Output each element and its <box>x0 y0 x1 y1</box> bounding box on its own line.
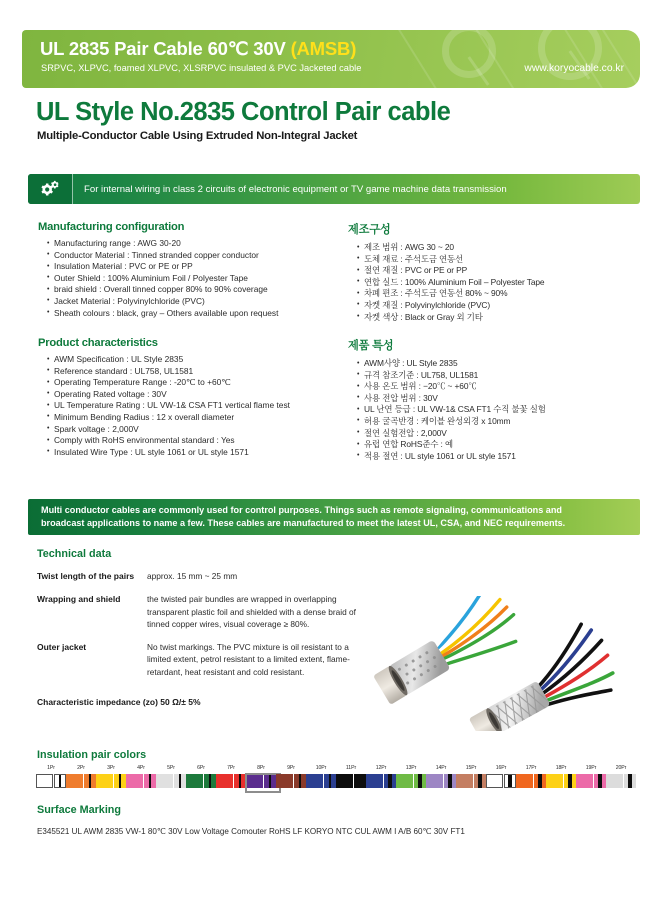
swatch-solid <box>66 774 83 788</box>
list-item: • Operating Temperature Range : -20℃ to +60℃ <box>47 377 343 389</box>
pair-label: 4Pr <box>137 765 145 771</box>
swatch-stripe <box>390 774 392 788</box>
characteristics-section <box>38 337 343 458</box>
swatch-solid <box>126 774 143 788</box>
swatch-solid <box>156 774 173 788</box>
pair-color-12pr <box>366 765 396 793</box>
swatch-stripe <box>450 774 452 788</box>
swatch-stripe <box>299 774 301 788</box>
application-text: For internal wiring in class 2 circuits of electronic equipment or TV game machine data transmission <box>84 183 507 195</box>
pair-color-18pr <box>546 765 576 793</box>
pair-color-11pr <box>336 765 366 793</box>
page-header-band <box>22 30 640 88</box>
swatch-solid <box>306 774 323 788</box>
pair-label: 15Pr <box>465 765 477 771</box>
swatch-stripe <box>119 774 121 788</box>
manufacturing-section <box>38 221 338 319</box>
swatch-solid <box>336 774 353 788</box>
list-item: • 차폐 편조 : 주석도금 연동선 80% ~ 90% <box>357 288 648 300</box>
swatch-solid <box>36 774 53 788</box>
swatch-striped <box>264 774 276 788</box>
swatch-solid <box>396 774 413 788</box>
swatch-solid <box>576 774 593 788</box>
pair-label: 13Pr <box>405 765 417 771</box>
list-item: • Outer Shield : 100% Aluminium Foil / Polyester Tape <box>47 273 338 285</box>
pair-label: 8Pr <box>257 765 265 771</box>
row-value: the twisted pair bundles are wrapped in overlapping transparent plastic foil and shielded with a dense braid of tinned copper wires, visual coverage ≥ 80%. <box>147 594 356 629</box>
swatch-striped <box>324 774 336 788</box>
row-label: Wrapping and shield <box>37 594 121 605</box>
pair-label: 5Pr <box>167 765 175 771</box>
swatch-striped <box>174 774 186 788</box>
swatch-stripe <box>600 774 602 788</box>
list-item: • 허용 굴곡반경 : 케이블 완성외경 x 10mm <box>357 416 648 428</box>
list-item: • Minimum Bending Radius : 12 x overall diameter <box>47 412 343 424</box>
swatch-striped <box>84 774 96 788</box>
swatch-stripe <box>570 774 572 788</box>
pair-label: 3Pr <box>107 765 115 771</box>
pair-label: 12Pr <box>375 765 387 771</box>
pair-color-1pr <box>36 765 66 793</box>
table-row <box>37 593 367 630</box>
swatch-solid <box>546 774 563 788</box>
table-row <box>37 570 367 582</box>
description-line-1: Multi conductor cables are commonly used for control purposes. Things such as remote signaling, communications and <box>41 505 562 515</box>
swatch-stripe <box>359 774 361 788</box>
swatch-solid <box>186 774 203 788</box>
pair-color-8pr <box>246 765 276 793</box>
list-item: • Sheath colours : black, gray – Others available upon request <box>47 308 338 320</box>
swatch-solid <box>606 774 623 788</box>
pair-label: 6Pr <box>197 765 205 771</box>
swatch-stripe <box>89 774 91 788</box>
header-title <box>40 38 356 60</box>
list-item: • AWM Specification : UL Style 2835 <box>47 354 343 366</box>
swatch-striped <box>144 774 156 788</box>
swatch-stripe <box>59 775 61 787</box>
technical-data-heading: Technical data <box>37 548 112 560</box>
application-banner <box>28 174 640 204</box>
swatch-striped <box>624 774 636 788</box>
pair-color-15pr <box>456 765 486 793</box>
manufacturing-heading: Manufacturing configuration <box>38 221 185 233</box>
swatch-solid <box>456 774 473 788</box>
list-item: • Comply with RoHS environmental standard : Yes <box>47 435 343 447</box>
insulation-pair-colors-row <box>36 765 636 793</box>
characteristics-list <box>38 354 343 458</box>
insulation-colors-heading: Insulation pair colors <box>37 749 147 761</box>
swatch-striped <box>354 774 366 788</box>
swatch-striped <box>594 774 606 788</box>
pair-label: 20Pr <box>615 765 627 771</box>
swatch-stripe <box>540 774 542 788</box>
pair-swatches <box>246 774 276 788</box>
swatch-stripe <box>510 775 512 787</box>
swatch-striped <box>534 774 546 788</box>
pair-swatches <box>456 774 486 788</box>
swatch-striped <box>384 774 396 788</box>
pair-color-2pr <box>66 765 96 793</box>
list-item: • braid shield : Overall tinned copper 80% to 90% coverage <box>47 284 338 296</box>
pair-color-3pr <box>96 765 126 793</box>
pair-color-13pr <box>396 765 426 793</box>
pair-color-7pr <box>216 765 246 793</box>
pair-label: 18Pr <box>555 765 567 771</box>
swatch-stripe <box>239 774 241 788</box>
row-label: Twist length of the pairs <box>37 571 135 581</box>
list-item: • Conductor Material : Tinned stranded copper conductor <box>47 250 338 262</box>
swatch-stripe <box>179 774 181 788</box>
pair-swatches <box>156 774 186 788</box>
list-item: • UL 난연 등급 : UL VW-1& CSA FT1 수직 불꽃 실험 <box>357 404 648 416</box>
swatch-striped <box>204 774 216 788</box>
pair-swatches <box>576 774 606 788</box>
pair-swatches <box>306 774 336 788</box>
pair-swatches <box>426 774 456 788</box>
list-item: • 규격 참조기준 : UL758, UL1581 <box>357 370 648 382</box>
swatch-stripe <box>630 774 632 788</box>
swatch-striped <box>444 774 456 788</box>
swatch-stripe <box>269 774 271 788</box>
swatch-solid <box>96 774 113 788</box>
pair-label: 7Pr <box>227 765 235 771</box>
list-item: • 절연 재질 : PVC or PE or PP <box>357 265 648 277</box>
pair-swatches <box>186 774 216 788</box>
pair-color-4pr <box>126 765 156 793</box>
list-item: • Insulated Wire Type : UL style 1061 or UL style 1571 <box>47 447 343 459</box>
pair-color-19pr <box>576 765 606 793</box>
swatch-solid <box>216 774 233 788</box>
list-item: • AWM사양 : UL Style 2835 <box>357 358 648 370</box>
pair-label: 10Pr <box>315 765 327 771</box>
list-item: • 자켓 색상 : Black or Gray 외 기타 <box>357 312 648 324</box>
list-item: • Insulation Material : PVC or PE or PP <box>47 261 338 273</box>
page-subtitle: Multiple-Conductor Cable Using Extruded Non-Integral Jacket <box>37 130 358 142</box>
pair-swatches <box>66 774 96 788</box>
swatch-stripe <box>329 774 331 788</box>
pair-color-9pr <box>276 765 306 793</box>
manufacturing-list-korean <box>348 242 648 323</box>
swatch-striped <box>474 774 486 788</box>
list-item: • 절연 실험전압 : 2,000V <box>357 428 648 440</box>
pair-swatches <box>276 774 306 788</box>
gears-icon <box>28 174 72 204</box>
row-value: No twist markings. The PVC mixture is oil resistant to a limited extent, petrol resistant to a limited extent, flame-retardant, heat resistant and cold resistant. <box>147 642 350 677</box>
manufacturing-section-korean <box>348 221 648 323</box>
list-item: • 연합 실드 : 100% Aluminium Foil – Polyester Tape <box>357 277 648 289</box>
characteristic-impedance: Characteristic impedance (zo) 50 Ω/± 5% <box>37 697 201 707</box>
pair-color-17pr <box>516 765 546 793</box>
pair-swatches <box>366 774 396 788</box>
swatch-solid <box>366 774 383 788</box>
row-value: approx. 15 mm ~ 25 mm <box>147 571 238 581</box>
surface-marking-text: E345521 UL AWM 2835 VW-1 80℃ 30V Low Voltage Comouter RoHS LF KORYO NTC CUL AWM I A/B 60℃ 30V FT1 <box>37 827 465 836</box>
description-line-2: broadcast applications to name a few. These cables are manufactured to meet the latest UL, CSA, and NEC requirements. <box>41 517 566 528</box>
pair-color-16pr <box>486 765 516 793</box>
pair-color-5pr <box>156 765 186 793</box>
pair-color-6pr <box>186 765 216 793</box>
page-title: UL Style No.2835 Control Pair cable <box>36 98 451 126</box>
pair-swatches <box>396 774 426 788</box>
cable-specimen-photo <box>372 596 637 731</box>
pair-color-20pr <box>606 765 636 793</box>
list-item: • 사용 온도 범위 : −20℃ ~ +60℃ <box>357 381 648 393</box>
manufacturing-heading-korean: 제조구성 <box>348 224 391 236</box>
table-row <box>37 641 367 678</box>
swatch-solid <box>486 774 503 788</box>
row-label: Outer jacket <box>37 642 87 653</box>
manufacturing-list <box>38 238 338 319</box>
pair-label: 11Pr <box>345 765 357 771</box>
swatch-striped <box>54 774 66 788</box>
list-item: • Operating Rated voltage : 30V <box>47 389 343 401</box>
pair-label: 2Pr <box>77 765 85 771</box>
swatch-striped <box>504 774 516 788</box>
list-item: • Jacket Material : Polyvinylchloride (PVC) <box>47 296 338 308</box>
header-subtitle: SRPVC, XLPVC, foamed XLPVC, XLSRPVC insulated & PVC Jacketed cable <box>41 63 362 73</box>
list-item: • 적용 절연 : UL style 1061 or UL style 1571 <box>357 451 648 463</box>
list-item: • 유럽 연합 RoHS준수 : 예 <box>357 439 648 451</box>
pair-label: 19Pr <box>585 765 597 771</box>
characteristics-list-korean <box>348 358 648 462</box>
pair-color-14pr <box>426 765 456 793</box>
pair-label: 9Pr <box>287 765 295 771</box>
list-item: • Reference standard : UL758, UL1581 <box>47 366 343 378</box>
pair-label: 17Pr <box>525 765 537 771</box>
list-item: • 사용 전압 범위 : 30V <box>357 393 648 405</box>
swatch-solid <box>246 774 263 788</box>
pair-swatches <box>96 774 126 788</box>
characteristics-heading-korean: 제품 특성 <box>348 340 394 352</box>
pair-swatches <box>546 774 576 788</box>
pair-swatches <box>126 774 156 788</box>
technical-data-table <box>37 570 367 689</box>
pair-label: 1Pr <box>47 765 55 771</box>
description-box <box>28 499 640 535</box>
swatch-solid <box>426 774 443 788</box>
list-item: • Manufacturing range : AWG 30-20 <box>47 238 338 250</box>
header-website-url[interactable]: www.koryocable.co.kr <box>524 63 624 74</box>
list-item: • Spark voltage : 2,000V <box>47 424 343 436</box>
surface-marking-heading: Surface Marking <box>37 804 122 816</box>
header-title-main: UL 2835 Pair Cable 60℃ 30V <box>40 38 286 59</box>
swatch-stripe <box>480 774 482 788</box>
swatch-striped <box>564 774 576 788</box>
swatch-stripe <box>420 774 422 788</box>
swatch-solid <box>516 774 533 788</box>
list-item: • 제조 범위 : AWG 30 ~ 20 <box>357 242 648 254</box>
swatch-striped <box>414 774 426 788</box>
characteristics-heading: Product characteristics <box>38 337 158 349</box>
pair-swatches <box>36 774 66 788</box>
swatch-solid <box>276 774 293 788</box>
pair-swatches <box>336 774 366 788</box>
list-item: • UL Temperature Rating : UL VW-1& CSA FT1 vertical flame test <box>47 400 343 412</box>
list-item: • 자켓 재질 : Polyvinylchloride (PVC) <box>357 300 648 312</box>
swatch-striped <box>234 774 246 788</box>
pair-swatches <box>606 774 636 788</box>
list-item: • 도체 재료 : 주석도금 연동선 <box>357 254 648 266</box>
header-title-highlight: (AMSB) <box>290 38 357 59</box>
swatch-stripe <box>209 774 211 788</box>
swatch-striped <box>294 774 306 788</box>
pair-label: 14Pr <box>435 765 447 771</box>
pair-label: 16Pr <box>495 765 507 771</box>
swatch-stripe <box>149 774 151 788</box>
pair-swatches <box>516 774 546 788</box>
pair-color-10pr <box>306 765 336 793</box>
characteristics-section-korean <box>348 337 648 462</box>
pair-swatches <box>486 774 516 788</box>
swatch-striped <box>114 774 126 788</box>
pair-swatches <box>216 774 246 788</box>
